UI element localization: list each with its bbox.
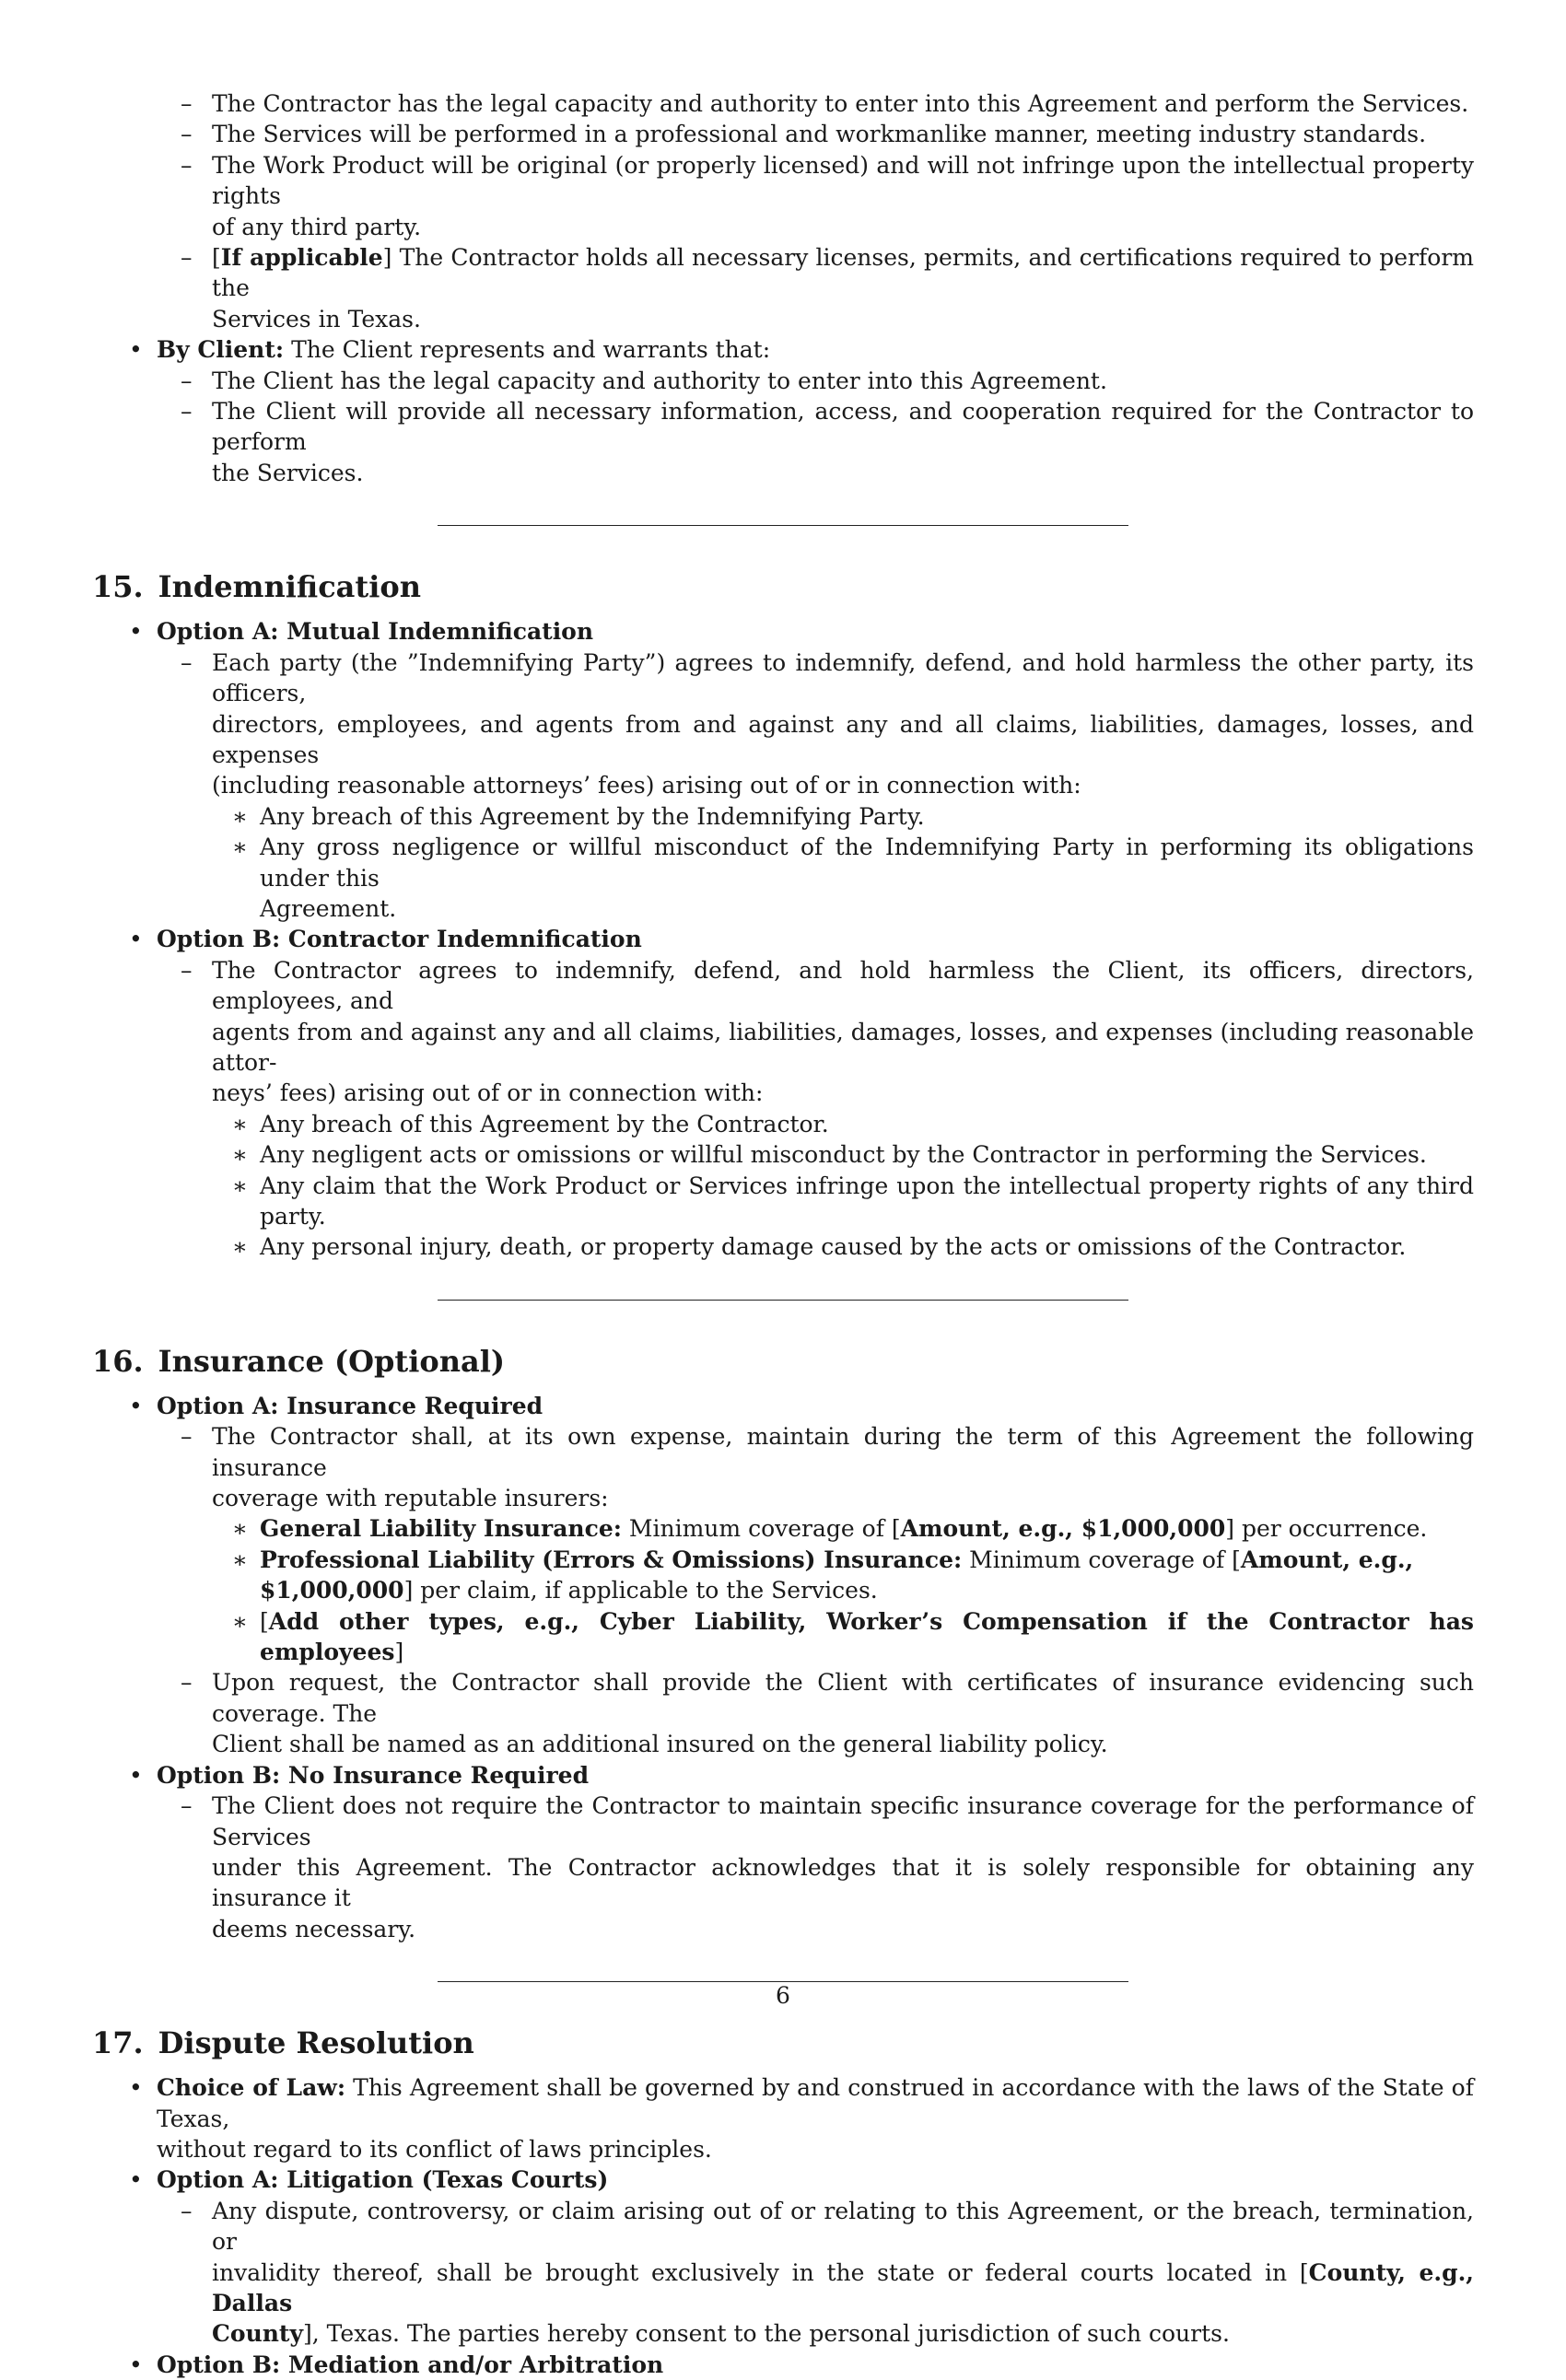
list-item: – Upon request, the Contractor shall provide the Client with certificates of insurance evidencing such coverage. The	[181, 1669, 1474, 1727]
list-item: ∗ Any breach of this Agreement by the Contractor.	[232, 1110, 829, 1138]
section-divider	[438, 525, 1128, 526]
document-page	[92, 88, 1474, 2380]
list-item: – The Contractor shall, at its own expense, maintain during the term of this Agreement the following insurance	[181, 1423, 1474, 1481]
list-item: ∗ Any personal injury, death, or property damage caused by the acts or omissions of the Contractor.	[232, 1233, 1407, 1261]
list-item-continuation: coverage with reputable insurers:	[212, 1485, 609, 1512]
list-item: – The Client will provide all necessary information, access, and cooperation required for the Contractor to perform	[181, 398, 1474, 456]
list-item-continuation: Client shall be named as an additional insured on the general liability policy.	[212, 1731, 1108, 1758]
list-item-continuation: Agreement.	[260, 894, 397, 922]
list-item-continuation: (including reasonable attorneys’ fees) arising out of or in connection with:	[212, 772, 1081, 799]
list-item-continuation: without regard to its conflict of laws principles.	[157, 2135, 712, 2163]
list-item: – The Work Product will be original (or properly licensed) and will not infringe upon the intellectual property rights	[181, 151, 1474, 210]
section-divider	[438, 1300, 1128, 1301]
list-item: – The Client does not require the Contractor to maintain specific insurance coverage for the performance of Services	[181, 1792, 1474, 1850]
list-item-continuation: deems necessary.	[212, 1915, 416, 1942]
list-item: – Each party (the ”Indemnifying Party”) agrees to indemnify, defend, and hold harmless the other party, its officers,	[181, 648, 1474, 707]
list-item: • Option B: No Insurance Required	[129, 1761, 590, 1789]
list-item: ∗ Any claim that the Work Product or Services infringe upon the intellectual property rights of any third party.	[232, 1172, 1474, 1230]
list-item: ∗ Any breach of this Agreement by the Indemnifying Party.	[232, 802, 925, 830]
list-item-continuation: under this Agreement. The Contractor acknowledges that it is solely responsible for obtaining any insurance it	[212, 1853, 1474, 1912]
list-item: – [If applicable] The Contractor holds all necessary licenses, permits, and certifications required to perform the	[181, 244, 1474, 302]
list-item-continuation: invalidity thereof, shall be brought exclusively in the state or federal courts located in [County, e.g., Dallas	[212, 2258, 1474, 2316]
list-item: – The Contractor has the legal capacity and authority to enter into this Agreement and perform the Services.	[181, 90, 1469, 117]
list-item: • By Client: The Client represents and warrants that:	[129, 336, 771, 364]
list-item: ∗ Professional Liability (Errors & Omissions) Insurance: Minimum coverage of [Amount, e.g.,	[232, 1546, 1414, 1573]
list-item-continuation: Services in Texas.	[212, 305, 421, 332]
list-item: ∗ Any gross negligence or willful misconduct of the Indemnifying Party in performing its obligations under this	[232, 834, 1474, 892]
list-item: • Choice of Law: This Agreement shall be governed by and construed in accordance with the laws of the State of Texas,	[129, 2074, 1474, 2132]
list-item-continuation: $1,000,000] per claim, if applicable to the Services.	[260, 1577, 878, 1604]
list-item: ∗ Any negligent acts or omissions or willful misconduct by the Contractor in performing the Services.	[232, 1141, 1427, 1169]
section-heading: 17. Dispute Resolution	[92, 2025, 474, 2061]
list-item-continuation: neys’ fees) arising out of or in connection with:	[212, 1079, 764, 1107]
list-item: • Option B: Mediation and/or Arbitration	[129, 2351, 664, 2378]
list-item-continuation: of any third party.	[212, 213, 422, 240]
section-heading: 16. Insurance (Optional)	[92, 1343, 505, 1379]
list-item: – The Contractor agrees to indemnify, defend, and hold harmless the Client, its officers, directors, employees, and	[181, 956, 1474, 1015]
list-item: ∗ General Liability Insurance: Minimum coverage of [Amount, e.g., $1,000,000] per occurrence.	[232, 1515, 1428, 1543]
list-item: – The Client has the legal capacity and authority to enter into this Agreement.	[181, 367, 1107, 394]
section-heading: 15. Indemnification	[92, 569, 421, 605]
list-item-continuation: agents from and against any and all claims, liabilities, damages, losses, and expenses (including reasonable attor-	[212, 1018, 1474, 1076]
list-item: • Option A: Litigation (Texas Courts)	[129, 2166, 609, 2194]
list-item: • Option A: Insurance Required	[129, 1392, 543, 1419]
list-item: ∗ [Add other types, e.g., Cyber Liability, Worker’s Compensation if the Contractor has employees]	[232, 1607, 1474, 1666]
list-item: • Option B: Contractor Indemnification	[129, 926, 642, 953]
list-item-continuation: the Services.	[212, 459, 364, 486]
list-item-continuation: County], Texas. The parties hereby consent to the personal jurisdiction of such courts.	[212, 2320, 1230, 2348]
list-item: – The Services will be performed in a professional and workmanlike manner, meeting industry standards.	[181, 121, 1427, 148]
list-item-continuation: directors, employees, and agents from and against any and all claims, liabilities, damages, losses, and expenses	[212, 710, 1474, 768]
page-number: 6	[776, 1982, 790, 2009]
list-item: • Option A: Mutual Indemnification	[129, 618, 594, 646]
list-item: – Any dispute, controversy, or claim arising out of or relating to this Agreement, or the breach, termination, or	[181, 2197, 1474, 2256]
